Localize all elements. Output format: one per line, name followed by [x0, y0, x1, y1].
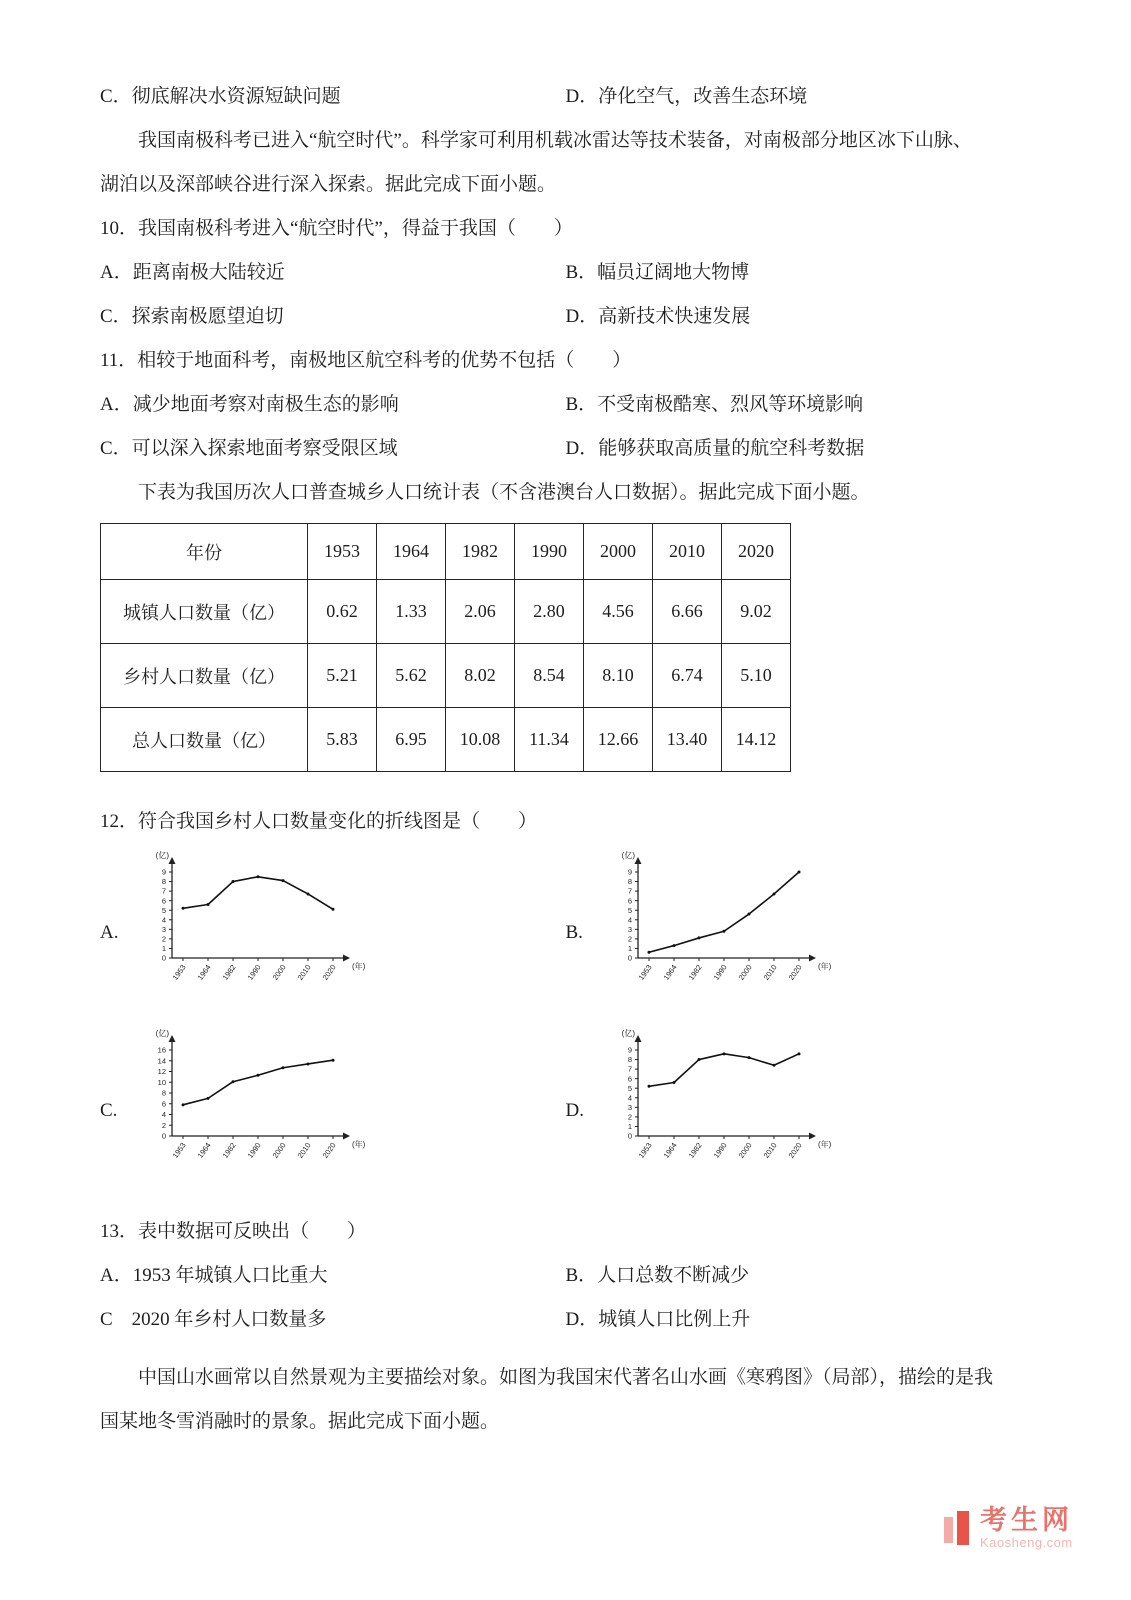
table-cell: 乡村人口数量（亿）: [101, 644, 308, 708]
svg-text:4: 4: [627, 1093, 632, 1103]
svg-text:3: 3: [161, 924, 166, 934]
svg-text:2020: 2020: [786, 1140, 804, 1160]
table-header-cell: 1982: [446, 524, 515, 580]
table-cell: 10.08: [446, 708, 515, 772]
svg-text:1990: 1990: [245, 962, 263, 982]
chart-option-c: [100, 1028, 566, 1194]
question-11-stem: 11．相较于地面科考，南极地区航空科考的优势不包括（ ）: [100, 350, 632, 371]
svg-text:9: 9: [627, 867, 632, 877]
table-cell: 0.62: [308, 580, 377, 644]
watermark-site-name: 考生网: [980, 1505, 1073, 1535]
svg-text:2010: 2010: [295, 1140, 313, 1160]
svg-text:1: 1: [627, 944, 632, 954]
svg-text:2010: 2010: [295, 962, 313, 982]
table-cell: 1.33: [377, 580, 446, 644]
svg-text:7: 7: [161, 886, 166, 896]
table-cell: 9.02: [722, 580, 791, 644]
svg-text:1982: 1982: [686, 1140, 704, 1160]
chart-option-a: [100, 850, 566, 1016]
svg-text:1964: 1964: [661, 1140, 679, 1160]
question-10-stem: 10．我国南极科考进入“航空时代”，得益于我国（ ）: [100, 218, 573, 239]
table-row: [101, 708, 791, 772]
chart-option-b: [566, 850, 1032, 1016]
kaosheng-watermark: [943, 1506, 1073, 1550]
svg-text:1964: 1964: [195, 962, 213, 982]
svg-text:6: 6: [627, 896, 632, 906]
chart-options-row-1: [100, 850, 1031, 1016]
svg-text:2020: 2020: [320, 962, 338, 982]
q10-option-b: B．幅员辽阔地大物博: [565, 262, 750, 283]
carryover-option-d: D．净化空气，改善生态环境: [565, 86, 808, 107]
table-header-cell: 1953: [308, 524, 377, 580]
svg-text:1990: 1990: [711, 1140, 729, 1160]
svg-text:4: 4: [161, 915, 166, 925]
svg-text:6: 6: [161, 1099, 166, 1109]
svg-text:2010: 2010: [761, 1140, 779, 1160]
table-cell: 5.62: [377, 644, 446, 708]
chart-a-letter: A.: [100, 922, 119, 943]
table-row: [101, 644, 791, 708]
table-cell: 14.12: [722, 708, 791, 772]
table-header-cell: 年份: [101, 524, 308, 580]
svg-text:8: 8: [161, 1088, 166, 1098]
table-cell: 6.74: [653, 644, 722, 708]
q11-option-d: D．能够获取高质量的航空科考数据: [565, 438, 865, 459]
svg-text:8: 8: [627, 1055, 632, 1065]
table-cell: 12.66: [584, 708, 653, 772]
table-header-cell: 2000: [584, 524, 653, 580]
svg-text:5: 5: [627, 1083, 632, 1093]
svg-text:2020: 2020: [320, 1140, 338, 1160]
chart-options-row-2: [100, 1028, 1031, 1194]
table-cell: 8.02: [446, 644, 515, 708]
line-chart-c: [134, 1028, 386, 1194]
svg-text:2000: 2000: [270, 962, 288, 982]
question-10-options-ab: [100, 251, 1031, 295]
svg-text:1964: 1964: [661, 962, 679, 982]
painting-intro-line1: 中国山水画常以自然景观为主要描绘对象。如图为我国宋代著名山水画《寒鸦图》（局部），描绘的是我: [138, 1367, 994, 1388]
svg-text:2000: 2000: [736, 1140, 754, 1160]
svg-text:0: 0: [161, 1131, 166, 1141]
line-chart-d: [600, 1028, 852, 1194]
table-cell: 6.95: [377, 708, 446, 772]
svg-text:1953: 1953: [170, 962, 188, 982]
table-cell: 总人口数量（亿）: [101, 708, 308, 772]
svg-text:(亿): (亿): [155, 1029, 169, 1038]
question-13-options-cd: [100, 1298, 1031, 1342]
table-header-cell: 1990: [515, 524, 584, 580]
population-intro: 下表为我国历次人口普查城乡人口统计表（不含港澳台人口数据）。据此完成下面小题。: [138, 482, 870, 503]
svg-text:(亿): (亿): [155, 851, 169, 860]
svg-text:2: 2: [627, 934, 632, 944]
table-cell: 5.21: [308, 644, 377, 708]
chart-d-letter: D.: [565, 1100, 584, 1121]
svg-text:2010: 2010: [761, 962, 779, 982]
table-cell: 2.06: [446, 580, 515, 644]
svg-text:5: 5: [161, 905, 166, 915]
svg-text:1953: 1953: [636, 962, 654, 982]
svg-text:12: 12: [157, 1067, 166, 1077]
chart-option-d: [566, 1028, 1032, 1194]
svg-text:1964: 1964: [195, 1140, 213, 1160]
svg-text:2020: 2020: [786, 962, 804, 982]
table-header-row: [101, 524, 791, 580]
svg-text:1: 1: [161, 944, 166, 954]
table-cell: 6.66: [653, 580, 722, 644]
q13-option-b: B．人口总数不断减少: [565, 1265, 750, 1286]
svg-text:(年): (年): [352, 962, 366, 971]
q11-option-c: C．可以深入探索地面考察受限区域: [100, 438, 398, 459]
svg-text:1982: 1982: [220, 1140, 238, 1160]
antarctic-intro-line2: 湖泊以及深部峡谷进行深入探索。据此完成下面小题。: [100, 174, 557, 195]
svg-text:0: 0: [627, 953, 632, 963]
svg-text:3: 3: [627, 924, 632, 934]
q13-option-d: D．城镇人口比例上升: [565, 1309, 751, 1330]
question-11-options-cd: [100, 427, 1031, 471]
q10-option-d: D．高新技术快速发展: [565, 306, 751, 327]
q11-option-b: B．不受南极酷寒、烈风等环境影响: [565, 394, 864, 415]
watermark-site-url: Kaosheng.com: [980, 1535, 1073, 1550]
svg-text:1990: 1990: [711, 962, 729, 982]
svg-text:10: 10: [157, 1077, 166, 1087]
svg-text:(亿): (亿): [621, 851, 635, 860]
svg-text:2: 2: [161, 1120, 166, 1130]
question-13-options-ab: [100, 1254, 1031, 1298]
line-chart-b: [600, 850, 852, 1016]
svg-text:9: 9: [627, 1045, 632, 1055]
table-cell: 5.83: [308, 708, 377, 772]
chart-b-letter: B.: [565, 922, 583, 943]
svg-text:1: 1: [627, 1122, 632, 1132]
svg-text:7: 7: [627, 1064, 632, 1074]
svg-text:1990: 1990: [245, 1140, 263, 1160]
table-cell: 8.10: [584, 644, 653, 708]
svg-text:2: 2: [627, 1112, 632, 1122]
antarctic-intro-line1: 我国南极科考已进入“航空时代”。科学家可利用机载冰雷达等技术装备，对南极部分地区冰下山脉、: [138, 130, 972, 151]
question-13-stem: 13．表中数据可反映出（ ）: [100, 1221, 367, 1242]
svg-text:(亿): (亿): [621, 1029, 635, 1038]
svg-text:6: 6: [627, 1074, 632, 1084]
svg-text:0: 0: [161, 953, 166, 963]
svg-text:1982: 1982: [220, 962, 238, 982]
svg-text:1953: 1953: [170, 1140, 188, 1160]
q11-option-a: A．减少地面考察对南极生态的影响: [100, 394, 399, 415]
svg-text:2: 2: [161, 934, 166, 944]
q10-option-a: A．距离南极大陆较近: [100, 262, 285, 283]
svg-text:4: 4: [161, 1110, 166, 1120]
svg-text:(年): (年): [352, 1140, 366, 1149]
table-cell: 5.10: [722, 644, 791, 708]
population-table: [100, 523, 791, 772]
table-header-cell: 2020: [722, 524, 791, 580]
svg-text:6: 6: [161, 896, 166, 906]
carryover-option-c: C．彻底解决水资源短缺问题: [100, 86, 341, 107]
table-cell: 8.54: [515, 644, 584, 708]
q13-option-a: A．1953 年城镇人口比重大: [100, 1265, 328, 1286]
svg-text:14: 14: [157, 1056, 166, 1066]
svg-text:8: 8: [161, 877, 166, 887]
table-cell: 11.34: [515, 708, 584, 772]
svg-text:9: 9: [161, 867, 166, 877]
svg-text:2000: 2000: [270, 1140, 288, 1160]
svg-text:5: 5: [627, 905, 632, 915]
line-chart-a: [134, 850, 386, 1016]
svg-text:2000: 2000: [736, 962, 754, 982]
painting-intro-line2: 国某地冬雪消融时的景象。据此完成下面小题。: [100, 1411, 500, 1432]
svg-text:0: 0: [627, 1131, 632, 1141]
question-10-options-cd: [100, 295, 1031, 339]
kaosheng-logo-icon: [943, 1509, 973, 1547]
svg-text:1982: 1982: [686, 962, 704, 982]
question-12-stem: 12．符合我国乡村人口数量变化的折线图是（ ）: [100, 811, 538, 832]
table-header-cell: 1964: [377, 524, 446, 580]
table-row: [101, 580, 791, 644]
carryover-options-row: [100, 75, 1031, 119]
chart-c-letter: C.: [100, 1100, 118, 1121]
svg-text:7: 7: [627, 886, 632, 896]
table-cell: 4.56: [584, 580, 653, 644]
table-header-cell: 2010: [653, 524, 722, 580]
svg-text:1953: 1953: [636, 1140, 654, 1160]
svg-text:8: 8: [627, 877, 632, 887]
table-cell: 城镇人口数量（亿）: [101, 580, 308, 644]
watermark-text: [980, 1506, 1073, 1550]
question-11-options-ab: [100, 383, 1031, 427]
q13-option-c: C 2020 年乡村人口数量多: [100, 1309, 327, 1330]
table-cell: 13.40: [653, 708, 722, 772]
svg-text:3: 3: [627, 1102, 632, 1112]
svg-text:16: 16: [157, 1045, 166, 1055]
svg-text:(年): (年): [817, 1140, 831, 1149]
svg-text:(年): (年): [817, 962, 831, 971]
table-cell: 2.80: [515, 580, 584, 644]
svg-text:4: 4: [627, 915, 632, 925]
q10-option-c: C．探索南极愿望迫切: [100, 306, 284, 327]
